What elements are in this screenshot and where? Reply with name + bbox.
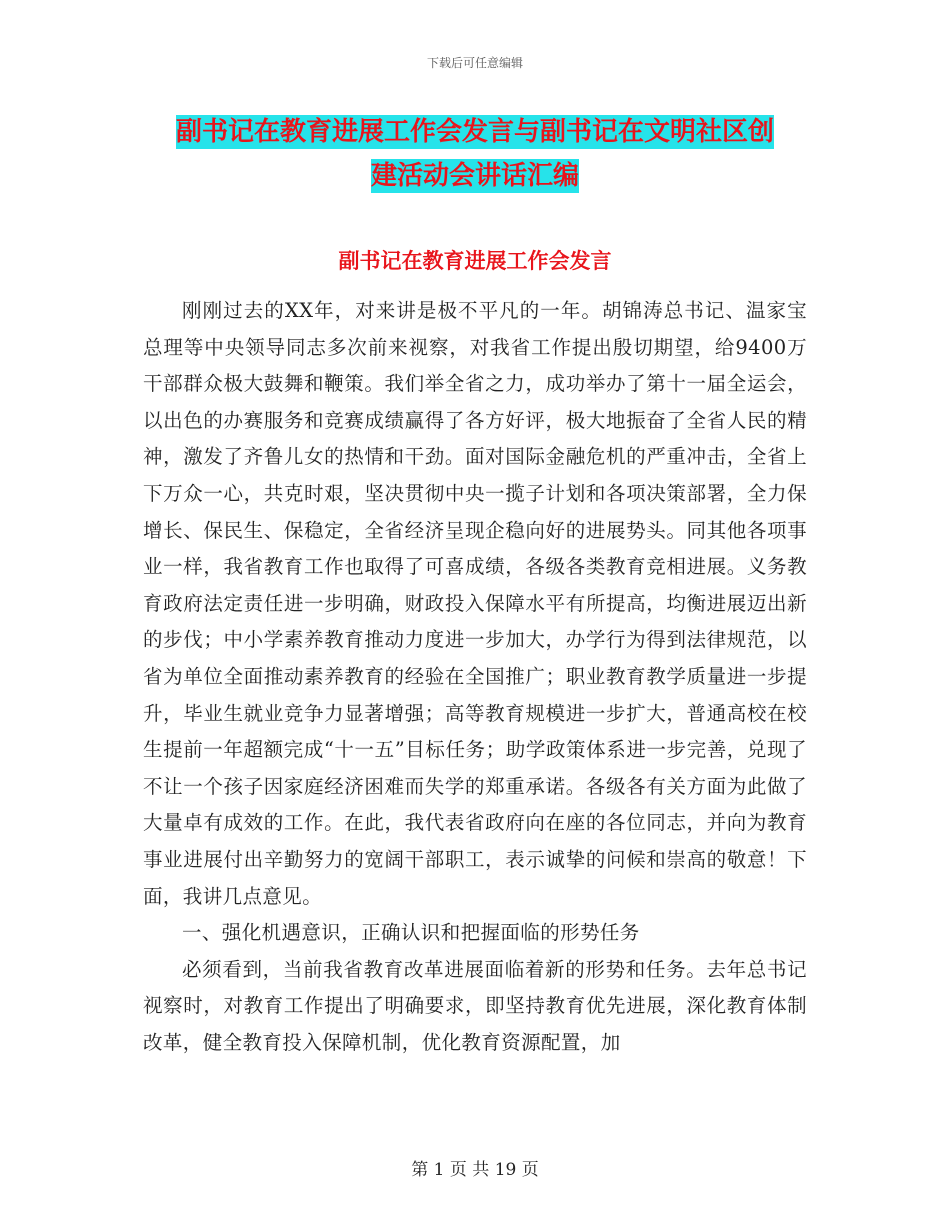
page-header-note: 下载后可任意编辑 (426, 56, 523, 70)
document-body (143, 293, 807, 1061)
document-title-line-2: 建活动会讲话汇编 (370, 161, 579, 191)
document-title (140, 110, 810, 198)
body-paragraph-2: 必须看到，当前我省教育改革进展面临着新的形势和任务。去年总书记视察时，对教育工作提出了明确要求，即坚持教育优先进展，深化教育体制改革，健全教育投入保障机制，优化教育资源配置，加 (143, 957, 807, 1054)
page-number: 第 1 页 共 19 页 (411, 1160, 539, 1180)
section-title: 副书记在教育进展工作会发言 (338, 249, 612, 273)
body-heading-1: 一、强化机遇意识，正确认识和把握面临的形势任务 (182, 921, 640, 945)
body-paragraph-1: 刚刚过去的XX年，对来讲是极不平凡的一年。胡锦涛总书记、温家宝总理等中央领导同志多次前来视察，对我省工作提出殷切期望，给9400万干部群众极大鼓舞和鞭策。我们举全省之力，成功举办了第十一届全运会，以出色的办赛服务和竞赛成绩赢得了各方好评，极大地振奋了全省人民的精神，激发了齐鲁儿女的热情和干劲。面对国际金融危机的严重冲击，全省上下万众一心，共克时艰，坚决贯彻中央一揽子计划和各项决策部署，全力保增长、保民生、保稳定，全省经济呈现企稳向好的进展势头。同其他各项事业一样，我省教育工作也取得了可喜成绩，各级各类教育竞相进展。义务教育政府法定责任进一步明确，财政投入保障水平有所提高，均衡进展迈出新的步伐；中小学素养教育推动力度进一步加大，办学行为得到法律规范，以省为单位全面推动素养教育的经验在全国推广；职业教育教学质量进一步提升，毕业生就业竞争力显著增强；高等教育规模进一步扩大，普通高校在校生提前一年超额完成“十一五”目标任务；助学政策体系进一步完善，兑现了不让一个孩子因家庭经济困难而失学的郑重承诺。各级各有关方面为此做了大量卓有成效的工作。在此，我代表省政府向在座的各位同志，并向为教育事业进展付出辛勤努力的宽阔干部职工，表示诚挚的问候和崇高的敬意！下面，我讲几点意见。 (143, 299, 807, 908)
document-title-line-1: 副书记在教育进展工作会发言与副书记在文明社区创 (175, 117, 774, 147)
